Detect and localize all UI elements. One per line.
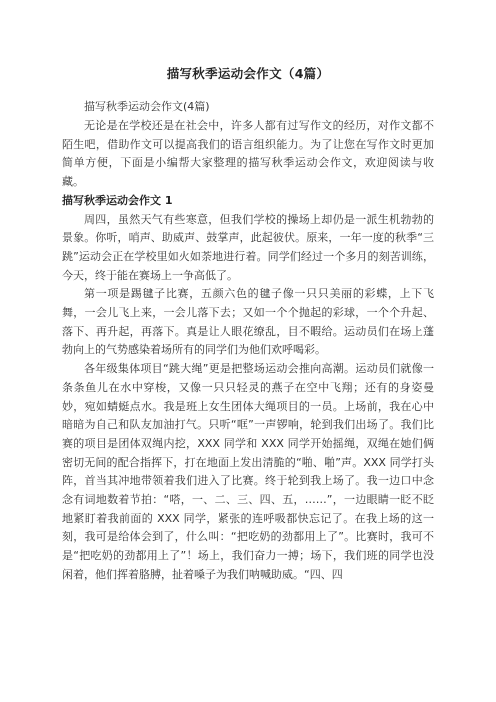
intro-paragraph: 无论是在学校还是在社会中，许多人都有过写作文的经历，对作文都不陌生吧，借助作文可以提高我们的语言组织能力。为了让您在写作文时更加简单方便，下面是小编帮大家整理的描写秋季运动会作文，欢迎阅读与收藏。 [62, 119, 434, 189]
body-paragraph-3: 各年级集体项目“跳大绳”更是把整场运动会推向高潮。运动员们就像一条条鱼儿在水中穿梭，又像一只只轻灵的燕子在空中飞翔；还有的身姿曼妙，宛如蜻蜓点水。我是班上女生团体大绳项目的一员。上场前，我在心中暗暗为自己和队友加油打气。只听“哐”一声锣响，轮到我们出场了。我们比赛的项目是团体双绳内挖，XXX 同学和 XXX 同学开始摇绳，双绳在她们俩密切无间的配合指挥下，打在地面上发出清脆的“啪、啪”声。XXX 同学打头阵，首当其冲地带领着我们进入了比赛。终于轮到我上场了。我一边口中念念有词地数着节拍：“嗒，一、二、三、四、五，……”，一边眼睛一眨不眨地紧盯着我前面的 XXX 同学，紧张的连呼吸都快忘记了。在我上场的这一刻，我可是给体会到了，什么叫：“把吃奶的劲都用上了”。比赛时，我可不是“把吃奶的劲都用上了”！场上，我们奋力一搏；场下，我们班的同学也没闲着，他们挥着胳膊，扯着嗓子为我们呐喊助威。“四、四 [62, 362, 434, 581]
document-subtitle: 描写秋季运动会作文(4篇) [84, 100, 210, 113]
body-paragraph-1: 周四，虽然天气有些寒意，但我们学校的操场上却仍是一派生机勃勃的景象。你听，哨声、助威声、鼓掌声，此起彼伏。原来，一年一度的秋季“三跳”运动会正在学校里如火如荼地进行着。同学们经过一个多月的刻苦训练，今天，终于能在赛场上一争高低了。 [62, 212, 434, 282]
section-heading: 描写秋季运动会作文 1 [62, 193, 173, 207]
body-paragraph-2: 第一项是踢毽子比赛，五颜六色的毽子像一只只美丽的彩蝶，上下飞舞，一会儿飞上来，一会儿落下去；又如一个个抛起的彩球，一个个升起、落下、再升起，再落下。真是让人眼花缭乱，目不暇给。运动员们在场上蓬勃向上的气势感染着场所有的同学们为他们欢呼喝彩。 [62, 287, 434, 357]
page-title: 描写秋季运动会作文（4篇） [166, 66, 330, 81]
